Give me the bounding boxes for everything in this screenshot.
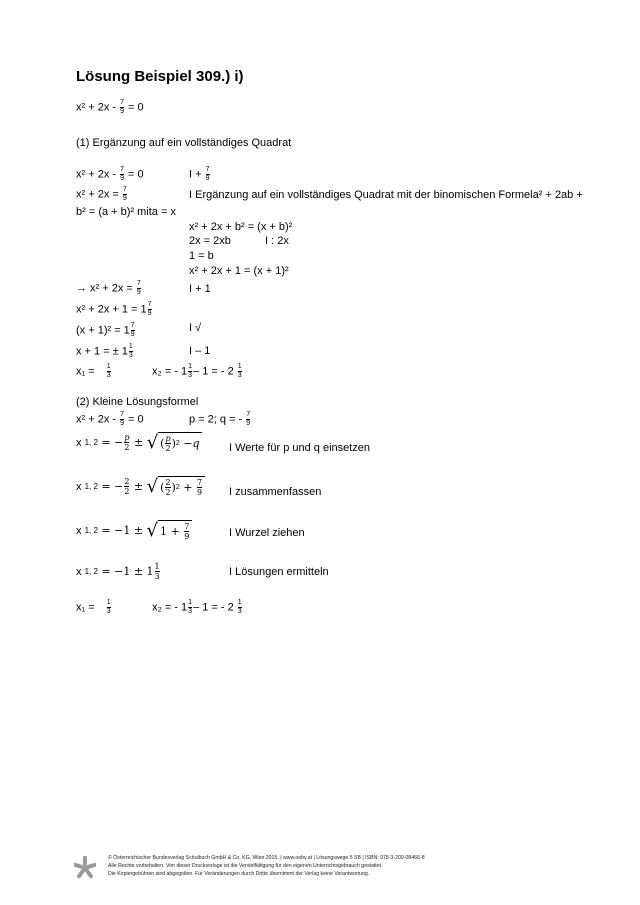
s1-line8-right: I + 1 bbox=[189, 283, 211, 295]
s1-line10-left: (x + 1)² = 1 $\frac{7}{9}$ bbox=[76, 322, 135, 338]
s2-remark-3: I Wurzel ziehen bbox=[229, 527, 305, 539]
s1-line5b: I : 2x bbox=[265, 235, 289, 247]
s1-line11-left: x + 1 = ± 1 $\frac{1}{3}$ bbox=[76, 343, 133, 359]
s1-line3: b² = (a + b)² mita = x bbox=[76, 206, 176, 218]
s1-line10-right: I √ bbox=[189, 322, 202, 334]
s2-remark-1: I Werte für p und q einsetzen bbox=[229, 442, 371, 454]
equation-start: x² + 2x - $\frac{7}{9}$ = 0 bbox=[76, 99, 144, 115]
s2-remark-2: I zusammenfassen bbox=[229, 486, 322, 498]
s1-line11-right: I – 1 bbox=[189, 345, 211, 357]
section-heading-2: (2) Kleine Lösungsformel bbox=[76, 396, 199, 408]
footer-copyright: © Österreichischer Bundesverlag Schulbuch GmbH & Co. KG, Wien 2015. | www.oebv.at | Lösungswege 5 SB | ISBN: 978-3-209-08466-8 bbox=[108, 855, 425, 861]
s2-formula1: x 1, 2 = − p 2 ± √ ( p 2 ) 2 − q bbox=[76, 431, 200, 453]
footer-rights: Alle Rechte vorbehalten. Von dieser Druckvorlage ist die Vervielfältigung für den eigenen Unterrichtsgebrauch gestattet. bbox=[108, 863, 383, 869]
section-heading-1: (1) Ergänzung auf ein vollständiges Quadrat bbox=[76, 137, 292, 149]
s1-line2-left: x² + 2x = $\frac{7}{9}$ bbox=[76, 186, 127, 202]
footer-disclaimer: Die Kopiergebühren sind abgegolten. Für Veränderungen durch Dritte übernimmt der Verlag keine Verantwortung. bbox=[108, 871, 370, 877]
s1-solution-x1: x₁ = $\frac{1}{3}$ bbox=[76, 363, 111, 379]
s1-line7: x² + 2x + 1 = (x + 1)² bbox=[189, 265, 289, 277]
s1-line5a: 2x = 2xb bbox=[189, 235, 231, 247]
s2-line1-right: p = 2; q = - $\frac{7}{9}$ bbox=[189, 411, 251, 427]
s1-line8-left: → x² + 2x = $\frac{7}{9}$ bbox=[76, 280, 141, 296]
s1-line2-right: I Ergänzung auf ein vollständiges Quadrat mit der binomischen Formela² + 2ab + bbox=[189, 189, 583, 201]
s2-solution-x2: x₂ = - 1 $\frac{1}{3}$ – 1 = - 2 $\frac{1}{3}$ bbox=[152, 599, 242, 615]
page-title: Lösung Beispiel 309.) i) bbox=[76, 68, 244, 85]
s1-line9-left: x² + 2x + 1 = 1 $\frac{7}{9}$ bbox=[76, 301, 152, 317]
s1-line6: 1 = b bbox=[189, 250, 214, 262]
s1-line4: x² + 2x + b² = (x + b)² bbox=[189, 221, 293, 233]
s1-line1-left: x² + 2x - $\frac{7}{9}$ = 0 bbox=[76, 166, 144, 182]
s1-line1-right: I + $\frac{7}{9}$ bbox=[189, 166, 210, 182]
s2-formula4: x 1, 2 = −1 ± 1 1 3 bbox=[76, 562, 160, 581]
s2-formula3: x 1, 2 = −1 ± √ 1 + 7 9 bbox=[76, 520, 192, 541]
s2-line1-left: x² + 2x - $\frac{7}{9}$ = 0 bbox=[76, 411, 144, 427]
publisher-logo-icon bbox=[74, 856, 96, 880]
s1-solution-x2: x₂ = - 1 $\frac{1}{3}$ – 1 = - 2 $\frac{1}{3}$ bbox=[152, 363, 242, 379]
s2-remark-4: I Lösungen ermitteln bbox=[229, 566, 329, 578]
s2-formula2: x 1, 2 = − 2 2 ± √ ( 2 2 ) 2 + 7 9 bbox=[76, 476, 205, 497]
s2-solution-x1: x₁ = $\frac{1}{3}$ bbox=[76, 599, 111, 615]
